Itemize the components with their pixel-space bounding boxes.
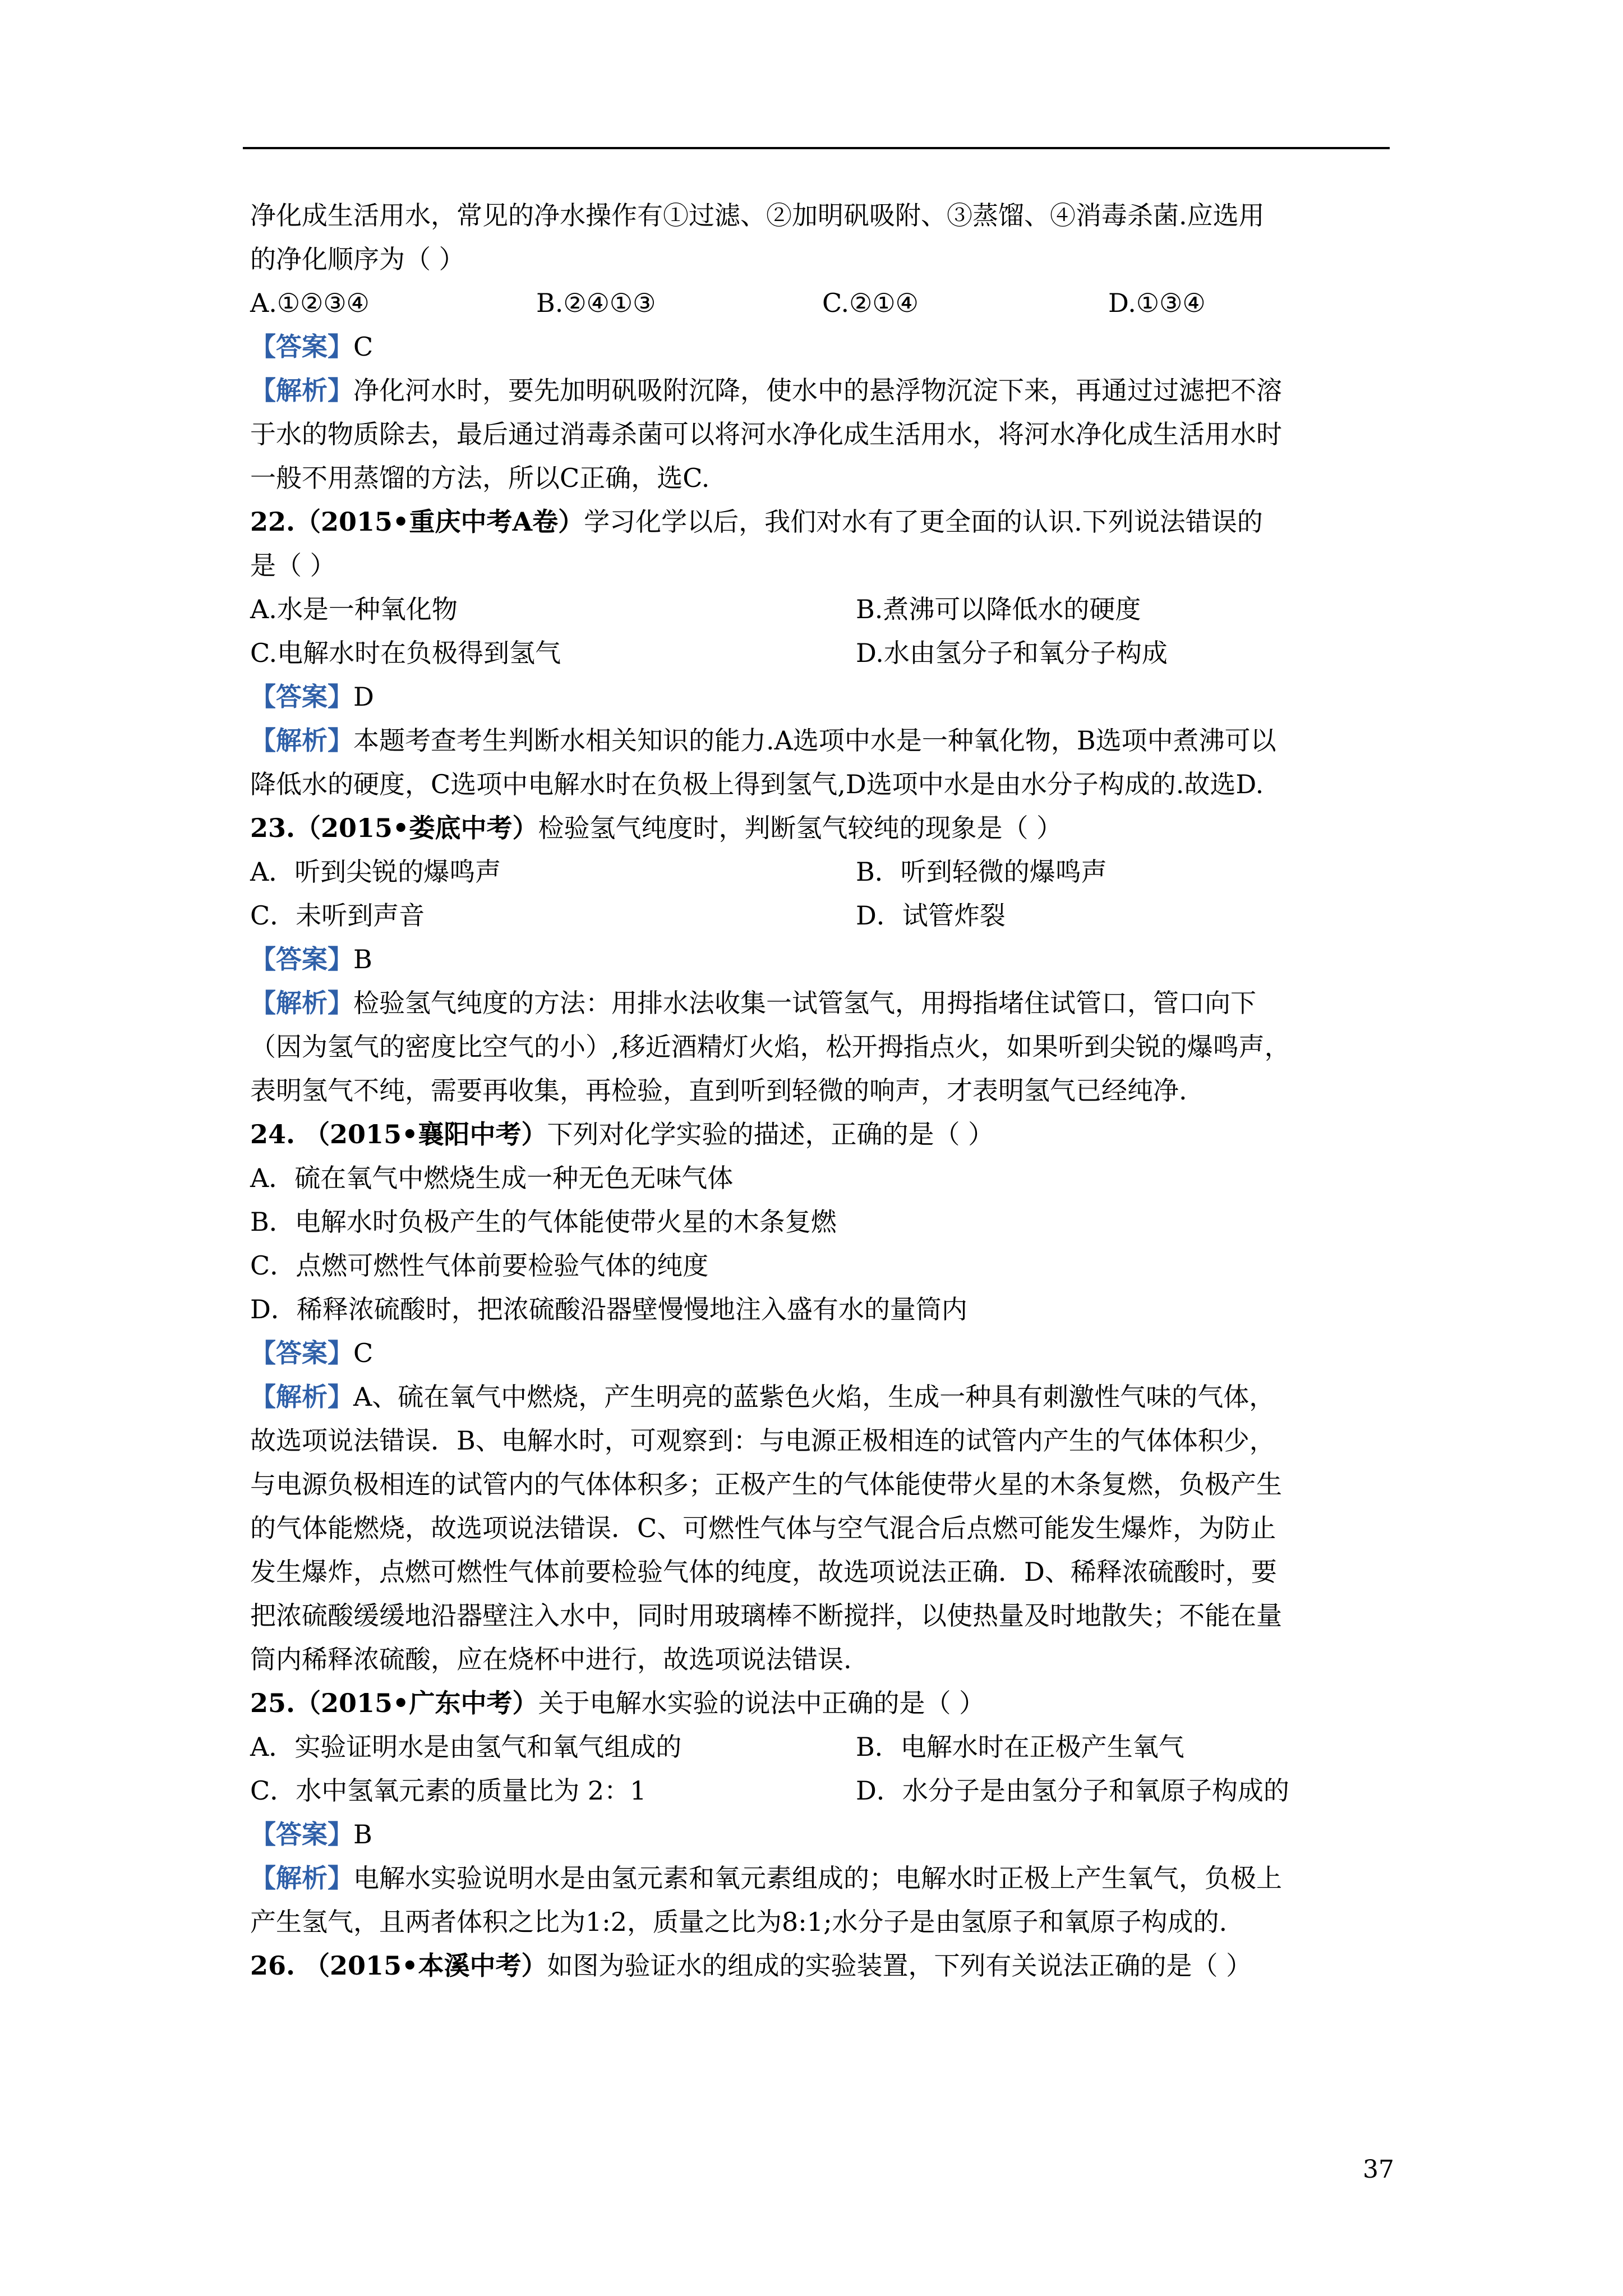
- question-text: 下列对化学实验的描述，正确的是（ ）: [547, 1119, 994, 1149]
- question-source: 25.（2015•广东中考）: [250, 1688, 538, 1718]
- header-rule: [243, 147, 1390, 149]
- option-a: A.水是一种氧化物: [250, 594, 458, 624]
- analysis-tag: 【解析】: [250, 1382, 353, 1412]
- question-text: 如图为验证水的组成的实验装置，下列有关说法正确的是（ ）: [547, 1950, 1252, 1981]
- question-source: 26. （2015•本溪中考）: [250, 1950, 547, 1981]
- option-d: D．试管炸裂: [856, 900, 1006, 931]
- answer-tag: 【答案】: [250, 682, 353, 712]
- option-c: C.②①④: [822, 288, 919, 318]
- answer-tag: 【答案】: [250, 944, 353, 974]
- answer-value: B: [353, 1819, 372, 1849]
- analysis-text: 一般不用蒸馏的方法，所以C正确，选C.: [250, 463, 710, 493]
- analysis-text: 筒内稀释浓硫酸，应在烧杯中进行，故选项说法错误.: [250, 1644, 852, 1674]
- answer-line: [250, 937, 1394, 981]
- options-row: [250, 850, 1394, 894]
- option-c: C.电解水时在负极得到氢气: [250, 638, 561, 668]
- option-d: D．水分子是由氢分子和氧原子构成的: [856, 1775, 1289, 1806]
- answer-tag: 【答案】: [250, 1819, 353, 1849]
- question-stem: [250, 1681, 1394, 1725]
- analysis-line: [250, 719, 1394, 762]
- option-a: A．听到尖锐的爆鸣声: [250, 857, 501, 887]
- options-row: [250, 281, 1394, 325]
- analysis-line: [250, 369, 1394, 412]
- analysis-line: [250, 981, 1394, 1025]
- answer-value: B: [353, 944, 372, 974]
- analysis-text: A、硫在氧气中燃烧，产生明亮的蓝紫色火焰，生成一种具有刺激性气味的气体，: [353, 1382, 1275, 1412]
- answer-value: D: [353, 682, 374, 712]
- analysis-text: 电解水实验说明水是由氢元素和氧元素组成的；电解水时正极上产生氧气，负极上: [353, 1863, 1282, 1893]
- analysis-text: 净化河水时，要先加明矾吸附沉降，使水中的悬浮物沉淀下来，再通过过滤把不溶: [353, 375, 1282, 406]
- analysis-line: [250, 1375, 1394, 1419]
- option-a: A.①②③④: [250, 288, 370, 318]
- analysis-line: [250, 1856, 1394, 1900]
- option-b: B．听到轻微的爆鸣声: [856, 857, 1107, 887]
- analysis-tag: 【解析】: [250, 1863, 353, 1893]
- options-row: [250, 631, 1394, 675]
- answer-line: [250, 1331, 1394, 1375]
- answer-tag: 【答案】: [250, 1338, 353, 1368]
- option-a: A．实验证明水是由氢气和氧气组成的: [250, 1732, 682, 1762]
- answer-line: [250, 1812, 1394, 1856]
- analysis-text: 检验氢气纯度的方法：用排水法收集一试管氢气，用拇指堵住试管口，管口向下: [353, 988, 1256, 1018]
- option-d: D．稀释浓硫酸时，把浓硫酸沿器壁慢慢地注入盛有水的量筒内: [250, 1294, 967, 1324]
- option-b: B.②④①③: [536, 288, 656, 318]
- analysis-text: （因为氢气的密度比空气的小）,移近酒精灯火焰，松开拇指点火，如果听到尖锐的爆鸣声，: [250, 1032, 1290, 1062]
- analysis-tag: 【解析】: [250, 725, 353, 756]
- page-number: 37: [1363, 2155, 1394, 2184]
- option-d: D.水由氢分子和氧分子构成: [856, 638, 1168, 668]
- answer-line: [250, 325, 1394, 369]
- question-text: 的净化顺序为（ ）: [250, 244, 465, 274]
- question-source: 23.（2015•娄底中考）: [250, 813, 538, 843]
- options-row: [250, 587, 1394, 631]
- question-stem: [250, 500, 1394, 544]
- analysis-text: 故选项说法错误．B、电解水时，可观察到：与电源正极相连的试管内产生的气体体积少，: [250, 1425, 1275, 1456]
- answer-tag: 【答案】: [250, 332, 353, 362]
- option-d: D.①③④: [1108, 288, 1206, 318]
- question-text: 是（ ）: [250, 550, 336, 581]
- question-source: 22.（2015•重庆中考A卷）: [250, 507, 584, 537]
- analysis-text: 发生爆炸，点燃可燃性气体前要检验气体的纯度，故选项说法正确．D、稀释浓硫酸时，要: [250, 1557, 1277, 1587]
- answer-value: C: [353, 332, 374, 362]
- analysis-text: 产生氢气，且两者体积之比为1:2，质量之比为8:1;水分子是由氢原子和氧原子构成的.: [250, 1907, 1228, 1937]
- answer-value: C: [353, 1338, 374, 1368]
- question-text: 关于电解水实验的说法中正确的是（ ）: [538, 1688, 985, 1718]
- document-body: [250, 194, 1394, 1987]
- question-stem: [250, 1944, 1394, 1987]
- analysis-text: 本题考查考生判断水相关知识的能力.A选项中水是一种氧化物，B选项中煮沸可以: [353, 725, 1276, 756]
- analysis-tag: 【解析】: [250, 375, 353, 406]
- option-b: B.煮沸可以降低水的硬度: [856, 594, 1141, 624]
- analysis-tag: 【解析】: [250, 988, 353, 1018]
- question-stem: [250, 1112, 1394, 1156]
- option-b: B．电解水时负极产生的气体能使带火星的木条复燃: [250, 1207, 837, 1237]
- analysis-text: 与电源负极相连的试管内的气体体积多；正极产生的气体能使带火星的木条复燃，负极产生: [250, 1469, 1282, 1499]
- option-c: C．点燃可燃性气体前要检验气体的纯度: [250, 1250, 709, 1281]
- analysis-text: 降低水的硬度，C选项中电解水时在负极上得到氢气,D选项中水是由水分子构成的.故选D.: [250, 769, 1264, 799]
- options-row: [250, 1725, 1394, 1769]
- question-text: 学习化学以后，我们对水有了更全面的认识.下列说法错误的: [584, 507, 1263, 537]
- option-c: C．未听到声音: [250, 900, 425, 931]
- analysis-text: 于水的物质除去，最后通过消毒杀菌可以将河水净化成生活用水，将河水净化成生活用水时: [250, 419, 1282, 449]
- question-stem: [250, 806, 1394, 850]
- option-a: A．硫在氧气中燃烧生成一种无色无味气体: [250, 1163, 734, 1193]
- analysis-text: 把浓硫酸缓缓地沿器壁注入水中，同时用玻璃棒不断搅拌，以使热量及时地散失；不能在量: [250, 1600, 1282, 1631]
- option-b: B．电解水时在正极产生氧气: [856, 1732, 1184, 1762]
- analysis-text: 的气体能燃烧，故选项说法错误．C、可燃性气体与空气混合后点燃可能发生爆炸，为防止: [250, 1513, 1276, 1543]
- question-text: 检验氢气纯度时，判断氢气较纯的现象是（ ）: [538, 813, 1063, 843]
- answer-line: [250, 675, 1394, 719]
- options-row: [250, 894, 1394, 937]
- question-text: 净化成生活用水，常见的净水操作有①过滤、②加明矾吸附、③蒸馏、④消毒杀菌.应选用: [250, 200, 1265, 231]
- options-row: [250, 1769, 1394, 1812]
- analysis-text: 表明氢气不纯，需要再收集，再检验，直到听到轻微的响声，才表明氢气已经纯净.: [250, 1075, 1187, 1106]
- option-c: C．水中氢氧元素的质量比为 2：1: [250, 1775, 647, 1806]
- question-source: 24. （2015•襄阳中考）: [250, 1119, 547, 1149]
